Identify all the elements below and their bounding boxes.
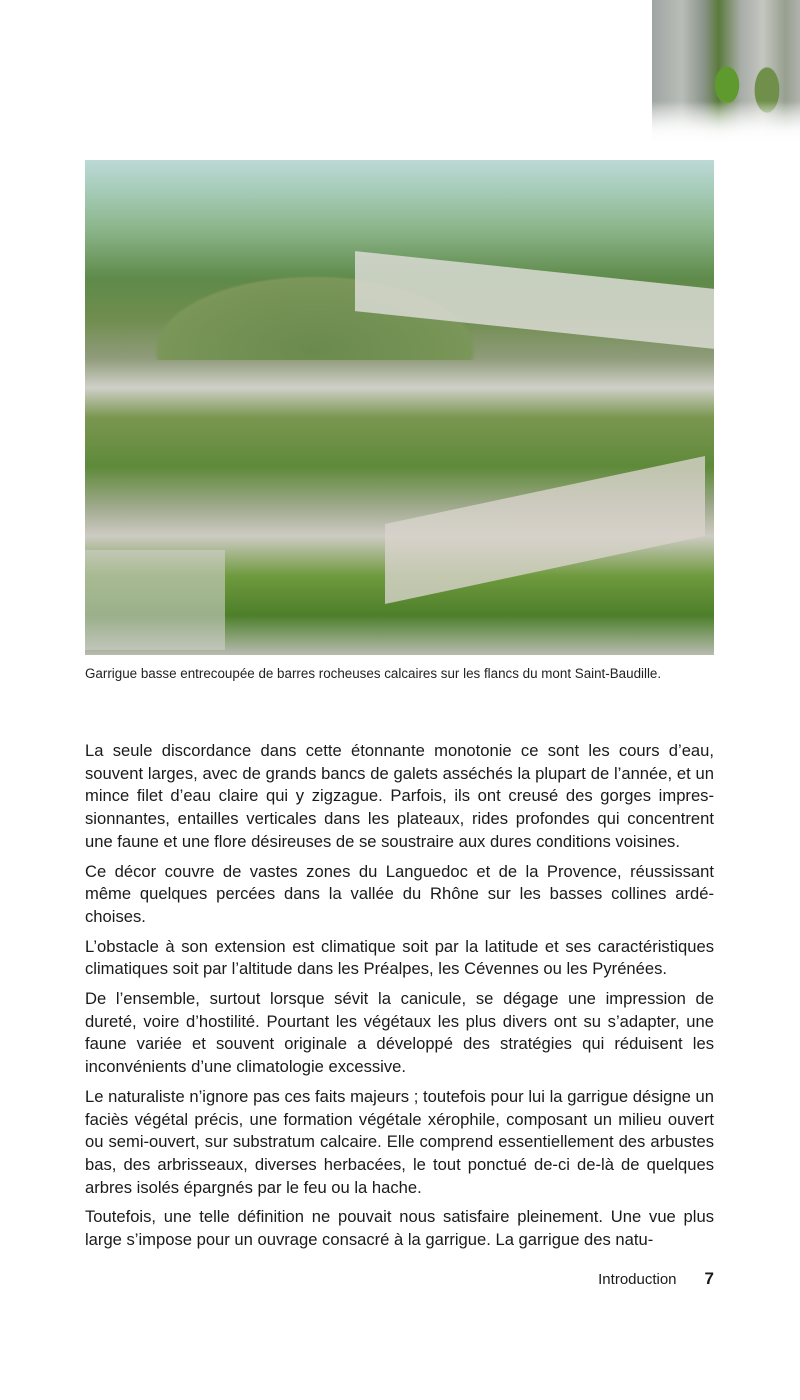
corner-thumbnail-photo <box>652 0 800 146</box>
running-section-title: Introduction <box>598 1271 677 1288</box>
page-number: 7 <box>704 1269 714 1288</box>
paragraph: De l’ensemble, surtout lorsque sévit la canicule, se dégage une impression de dureté, voire d’hostilité. Pourtant les végétaux les plus divers ont su s’adapter, une faune variée et souvent originale a développé des stratégies qui réduisent les inconvénients d’une climatologie excessive. <box>85 989 714 1077</box>
paragraph: La seule discordance dans cette étonnante monotonie ce sont les cours d’eau, souvent larges, avec de grands bancs de galets asséchés la plupart de l’année, et un mince filet d’eau claire qui y zigzague. Parfois, ils ont creusé des gorges impressionnantes, entailles verticales dans les plateaux, rides profondes qui concentrent une faune et une flore désireuses de se soustraire aux dures conditions voisines. <box>85 741 714 851</box>
garrigue-landscape-photo <box>85 160 714 655</box>
paragraph: Le naturaliste n’ignore pas ces faits majeurs ; toutefois pour lui la garrigue désigne un faciès végétal précis, une formation végétale xérophile, composant un milieu ouvert ou semi-ouvert, sur substratum calcaire. Elle comprend essentiellement des arbustes bas, des arbrisseaux, diverses herbacées, le tout ponctué de-ci de-là de quelques arbres isolés épargnés par le feu ou la hache. <box>85 1086 714 1197</box>
photo-limestone-scree <box>385 456 705 604</box>
paragraph: Ce décor couvre de vastes zones du Languedoc et de la Provence, réussissant même quelques percées dans la vallée du Rhône sur les basses collines ardéchoises. <box>85 861 714 926</box>
photo-caption: Garrigue basse entrecoupée de barres rocheuses calcaires sur les flancs du mont Saint-Baudille. <box>85 666 662 681</box>
body-text <box>85 740 714 1259</box>
page-footer <box>560 1269 714 1289</box>
paragraph: L’obstacle à son extension est climatique soit par la latitude et ses caractéristiques climatiques soit par l’altitude dans les Préalpes, les Cévennes ou les Pyrénées. <box>85 936 714 979</box>
paragraph: Toutefois, une telle définition ne pouvait nous satisfaire pleinement. Une vue plus large s’impose pour un ouvrage consacré à la garrigue. La garrigue des natu- <box>85 1207 714 1250</box>
photo-foreground-rocks <box>85 550 225 650</box>
